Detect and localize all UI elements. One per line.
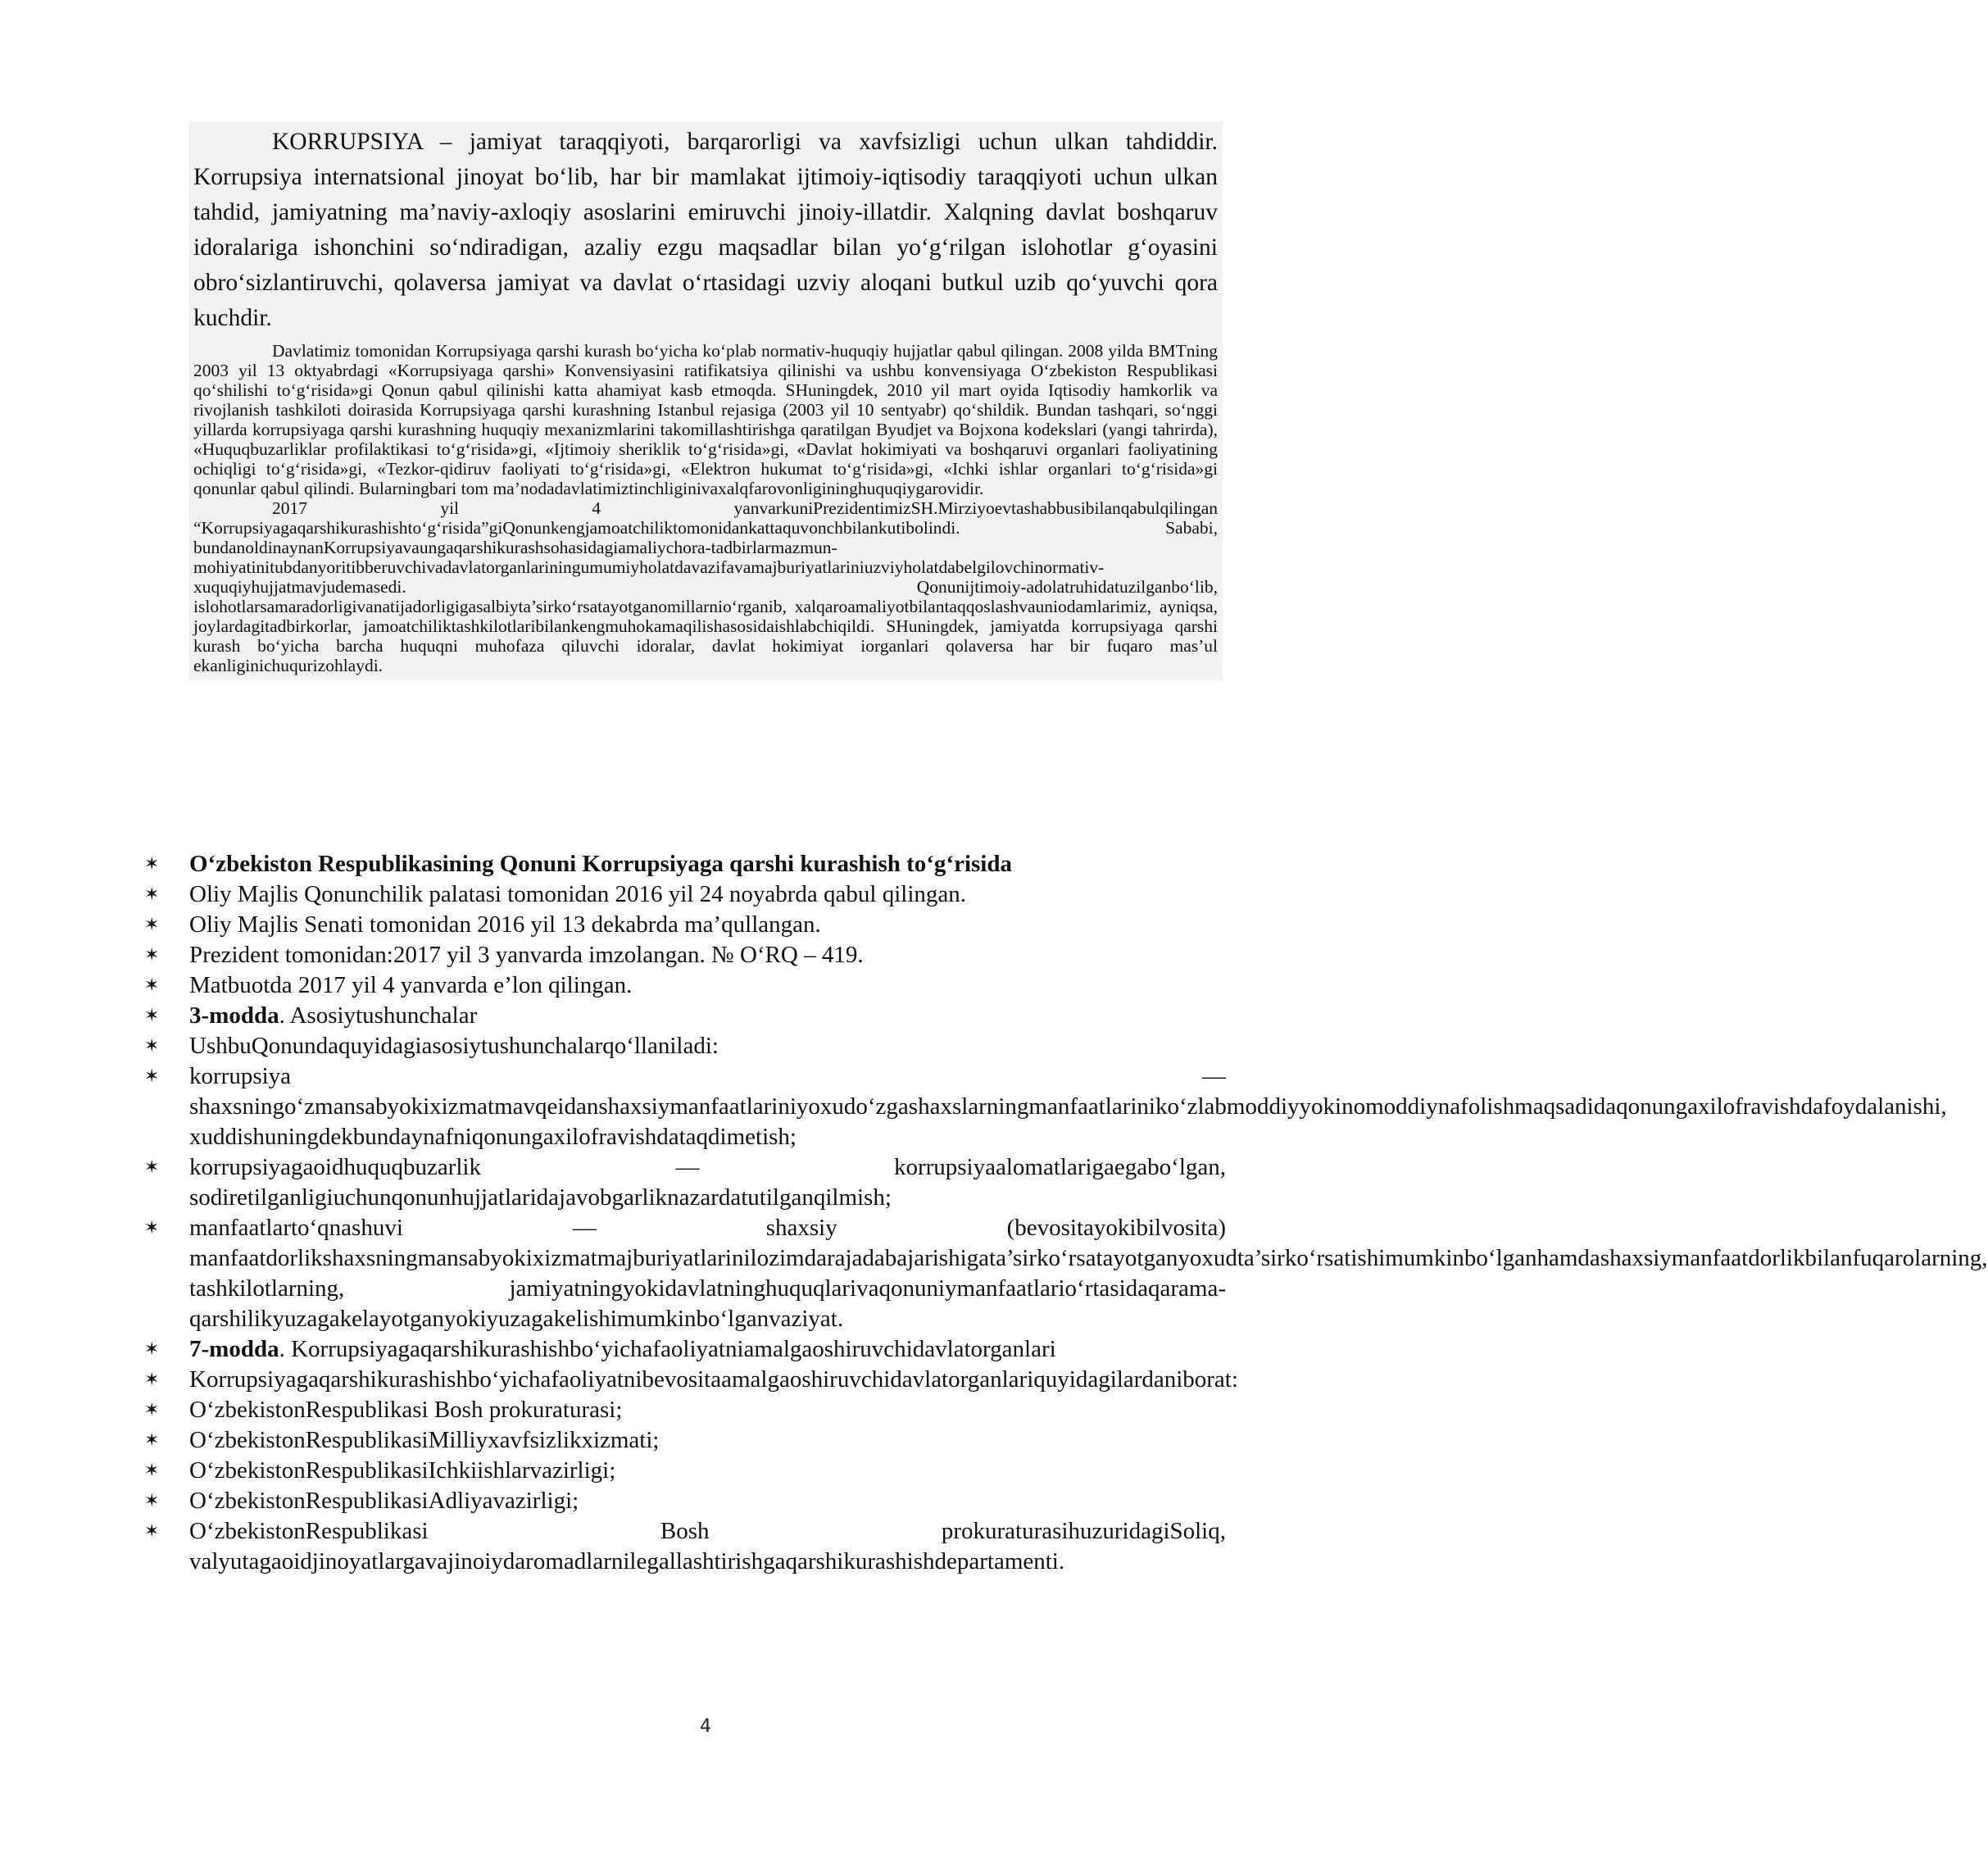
list-item [144,1213,1988,1334]
list-item [144,849,1226,879]
asterisk-bullet-icon: ✶ [144,884,160,905]
list-item [144,910,1226,940]
asterisk-bullet-icon: ✶ [144,1218,160,1238]
list-item [144,1425,1226,1456]
list-item [144,1516,1226,1577]
list-item [144,1395,1226,1425]
list-item [144,1365,1238,1395]
list-item-text: O‘zbekistonRespublikasiAdliyavazirligi; [189,1488,579,1514]
article-number: 3-modda [189,1002,279,1029]
intro-paragraph-2: Davlatimiz tomonidan Korrupsiyaga qarshi kurash bo‘yicha ko‘plab normativ-huquqiy hujjatlar qabul qilingan. 2008 yilda BMTning 2003 yil 13 oktyabrdagi «Korrupsiyaga qarshi» Konvensiyasini ratifikatsiya qilinishi va ushbu konvensiyaga O‘zbekiston Respublikasi qo‘shilishi to‘g‘risida»gi Qonun qabul qilinishi katta ahamiyat kasb etmoqda. SHuningdek, 2010 yil mart oyida Iqtisodiy hamkorlik va rivojlanish tashkiloti doirasida Korrupsiyaga qarshi kurashning Istanbul rejasiga (2003 yil 10 sentyabr) qo‘shildik. Bundan tashqari, so‘nggi yillarda korrupsiyaga qarshi kurashning huquqiy mexanizmlarini takomillashtirishga qaratilgan Byudjet va Bojxona kodekslari (yangi tahrirda), «Huquqbuzarliklar profilaktikasi to‘g‘risida»gi, «Ijtimoiy sheriklik to‘g‘risida»gi, «Davlat hokimiyati va boshqaruvi organlari faoliyatining ochiqligi to‘g‘risida»gi, «Tezkor-qidiruv faoliyati to‘g‘risida»gi, «Elektron hukumat to‘g‘risida»gi, «Ichki ishlar organlari to‘g‘risida»gi qonunlar qabul qilindi. Bularningbari tom ma’nodadavlatimiztinchliginivaxalqfarovonligininghuquqiygarovidir. [193,341,1218,498]
list-item [144,1456,1226,1486]
list-item [144,1334,1226,1365]
list-item-text: manfaatlarto‘qnashuvi — shaxsiy (bevositayokibilvosita) manfaatdorlikshaxsningmansabyokixizmatmajburiyatlarinilozimdarajadabajarishigata’sirko‘rsatayotganyoxudta’sirko‘rsatishimumkinbo‘lganhamdashaxsiymanfaatdorlikbilanfuqarolarning, tashkilotlarning, jamiyatningyokidavlatninghuquqlarivaqonuniymanfaatlario‘rtasidaqarama-qarshilikyuzagakelayotganyokiyuzagakelishimumkinbo‘lganvaziyat. [189,1215,1988,1332]
asterisk-bullet-icon: ✶ [144,1006,160,1026]
intro-paragraph-3: 2017 yil 4 yanvarkuniPrezidentimizSH.Mirziyoevtashabbusibilanqabulqilingan “Korrupsiyagaqarshikurashishto‘g‘risida”giQonunkengjamoatchiliktomonidankattaquvonchbilankutibolindi. Sababi, bundanoldinaynanKorrupsiyavaungaqarshikurashsohasidagiamaliychora-tadbirlarmazmun-mohiyatinitubdanyoritibberuvchivadavlatorganlariningumumiyholatdavazifavamajburiyatlariniuzviyholatdabelgilovchinormativ-xuquqiyhujjatmavjudemasedi. Qonunijtimoiy-adolatruhidatuzilganbo‘lib, islohotlarsamaradorligivanatijadorligigasalbiyta’sirko‘rsatayotganomillarnio‘rganib, xalqaroamaliyotbilantaqqoslashvauniodamlarimiz, ayniqsa, joylardagitadbirkorlar, jamoatchiliktashkilotlaribilankengmuhokamaqilishasosidaishlabchiqildi. SHuningdek, jamiyatda korrupsiyaga qarshi kurash bo‘yicha barcha huquqni muhofaza qiluvchi idoralar, davlat hokimiyat iorganlari qolaversa har bir fuqaro mas’ul ekanliginichuqurizohlaydi. [193,498,1218,675]
list-item-text: Oliy Majlis Senati tomonidan 2016 yil 13 dekabrda ma’qullangan. [189,911,821,938]
list-item-text: O‘zbekistonRespublikasi Bosh prokuraturasihuzuridagiSoliq, valyutagaoidjinoyatlargavajinoiydaromadlarnilegallashtirishgaqarshikurashishdepartamenti. [189,1518,1226,1575]
list-item [144,1061,1947,1152]
article-title: . Korrupsiyagaqarshikurashishbo‘yichafaoliyatniamalgaoshiruvchidavlatorganlari [279,1336,1056,1362]
list-item [144,879,1226,910]
list-item [144,1001,1226,1031]
asterisk-bullet-icon: ✶ [144,1036,160,1057]
intro-lead-paragraph: KORRUPSIYA – jamiyat taraqqiyoti, barqarorligi va xavfsizligi uchun ulkan tahdiddir. Korrupsiya internatsional jinoyat bo‘lib, har bir mamlakat ijtimoiy-iqtisodiy taraqqiyoti uchun ulkan tahdid, jamiyatning ma’naviy-axloqiy asoslarini emiruvchi jinoiy-illatdir. Xalqning davlat boshqaruv idoralariga ishonchini so‘ndiradigan, azaliy ezgu maqsadlar bilan yo‘g‘rilgan islohotlar g‘oyasini obro‘sizlantiruvchi, qolaversa jamiyat va davlat o‘rtasidagi uzviy aloqani butkul uzib qo‘yuvchi qora kuchdir. [193,129,1218,331]
list-item-text: Oliy Majlis Qonunchilik palatasi tomonidan 2016 yil 24 noyabrda qabul qilingan. [189,881,967,907]
list-item [144,1152,1226,1213]
asterisk-bullet-icon: ✶ [144,915,160,935]
asterisk-bullet-icon: ✶ [144,854,160,875]
list-item [144,970,1226,1001]
asterisk-bullet-icon: ✶ [144,1491,160,1511]
asterisk-bullet-icon: ✶ [144,1521,160,1542]
law-bullet-list [144,849,1988,1577]
list-item-text: Korrupsiyagaqarshikurashishbo‘yichafaoliyatnibevositaamalgaoshiruvchidavlatorganlariquyidagilardaniborat: [189,1366,1238,1393]
list-item-text: O‘zbekistonRespublikasi Bosh prokuraturasi; [189,1397,623,1423]
asterisk-bullet-icon: ✶ [144,1339,160,1360]
law-title: O‘zbekiston Respublikasining Qonuni Korrupsiyaga qarshi kurashish to‘g‘risida [189,851,1012,877]
article-title: . Asosiytushunchalar [279,1002,478,1029]
asterisk-bullet-icon: ✶ [144,975,160,996]
asterisk-bullet-icon: ✶ [144,945,160,966]
list-item-text: UshbuQonundaquyidagiasosiytushunchalarqo‘llaniladi: [189,1033,719,1059]
asterisk-bullet-icon: ✶ [144,1400,160,1420]
list-item [144,1031,1226,1061]
list-item [144,1486,1226,1516]
asterisk-bullet-icon: ✶ [144,1066,160,1087]
list-item-text: korrupsiya — shaxsningo‘zmansabyokixizmatmavqeidanshaxsiymanfaatlariniyoxudo‘zgashaxslarningmanfaatlariniko‘zlabmoddiyyokinomoddiynafolishmaqsadidaqonungaxilofravishdafoydalanishi, xuddishuningdekbundaynafniqonungaxilofravishdataqdimetish; [189,1063,1947,1150]
article-number: 7-modda [189,1336,279,1362]
asterisk-bullet-icon: ✶ [144,1461,160,1481]
asterisk-bullet-icon: ✶ [144,1370,160,1390]
asterisk-bullet-icon: ✶ [144,1430,160,1451]
list-item-text: korrupsiyagaoidhuquqbuzarlik — korrupsiyaalomatlarigaegabo‘lgan, sodiretilganligiuchunqonunhujjatlaridajavobgarliknazardatutilganqilmish; [189,1154,1226,1211]
list-item-text: Prezident tomonidan:2017 yil 3 yanvarda imzolangan. № O‘RQ – 419. [189,942,864,968]
list-item-text: O‘zbekistonRespublikasiIchkiishlarvazirligi; [189,1457,616,1484]
list-item-text: Matbuotda 2017 yil 4 yanvarda e’lon qilingan. [189,972,633,998]
page-number: 4 [700,1716,711,1737]
list-item-text: O‘zbekistonRespublikasiMilliyxavfsizlikxizmati; [189,1427,660,1453]
asterisk-bullet-icon: ✶ [144,1157,160,1178]
intro-block [188,121,1223,680]
list-item [144,940,1226,970]
